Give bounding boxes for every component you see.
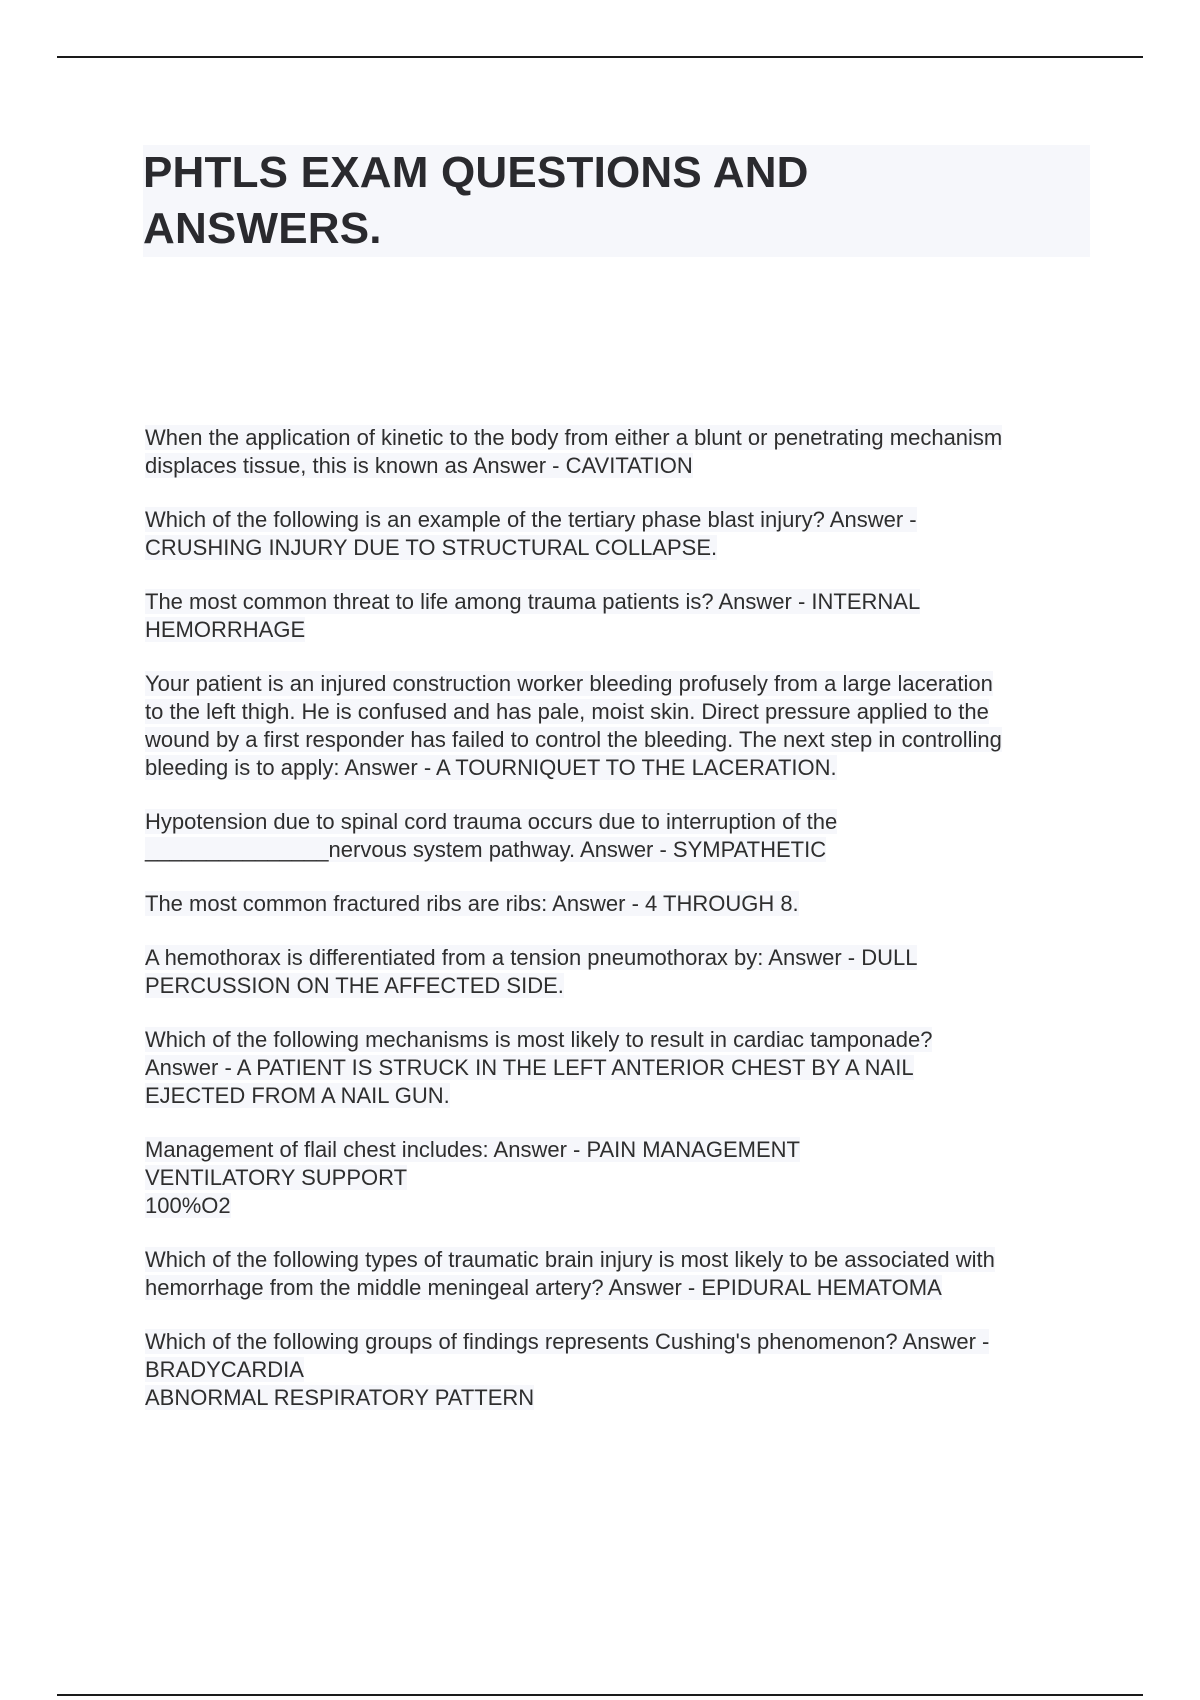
qa-line (145, 836, 1095, 864)
qa-line (145, 534, 1095, 562)
qa-line (145, 506, 1095, 534)
title-line-1: PHTLS EXAM QUESTIONS AND (143, 148, 809, 197)
qa-line (145, 616, 1095, 644)
qa-item (145, 1246, 1095, 1302)
qa-line-text: Which of the following types of traumatic brain injury is most likely to be associated with (145, 1247, 995, 1272)
qa-line (145, 424, 1095, 452)
qa-line (145, 1246, 1095, 1274)
qa-line (145, 726, 1095, 754)
qa-line-text: bleeding is to apply: Answer - A TOURNIQUET TO THE LACERATION. (145, 755, 837, 780)
qa-line (145, 1274, 1095, 1302)
qa-line-text: Answer - A PATIENT IS STRUCK IN THE LEFT ANTERIOR CHEST BY A NAIL (145, 1055, 914, 1080)
qa-list (145, 424, 1095, 1438)
qa-line-text: Which of the following mechanisms is most likely to result in cardiac tamponade? (145, 1027, 933, 1052)
qa-line-text: The most common fractured ribs are ribs: Answer - 4 THROUGH 8. (145, 891, 799, 916)
qa-item (145, 506, 1095, 562)
top-divider (57, 56, 1143, 58)
qa-line (145, 1082, 1095, 1110)
qa-item (145, 670, 1095, 782)
qa-line (145, 1356, 1095, 1384)
qa-line-text: Management of flail chest includes: Answer - PAIN MANAGEMENT (145, 1137, 800, 1162)
qa-line (145, 808, 1095, 836)
qa-line-text: EJECTED FROM A NAIL GUN. (145, 1083, 450, 1108)
qa-line-text: VENTILATORY SUPPORT (145, 1165, 408, 1190)
qa-line (145, 1054, 1095, 1082)
qa-item (145, 588, 1095, 644)
qa-line-text: HEMORRHAGE (145, 617, 306, 642)
qa-line (145, 1164, 1095, 1192)
page-title (143, 145, 1090, 257)
qa-line-text: PERCUSSION ON THE AFFECTED SIDE. (145, 973, 564, 998)
bottom-divider (57, 1694, 1143, 1696)
qa-line (145, 1328, 1095, 1356)
qa-line-text: 100%O2 (145, 1193, 231, 1218)
qa-line (145, 972, 1095, 1000)
qa-item (145, 1136, 1095, 1220)
qa-line (145, 1384, 1095, 1412)
qa-line (145, 1026, 1095, 1054)
qa-line-text: ABNORMAL RESPIRATORY PATTERN (145, 1385, 535, 1410)
qa-line-text: wound by a first responder has failed to control the bleeding. The next step in controlling (145, 727, 1002, 752)
qa-line (145, 670, 1095, 698)
qa-line (145, 754, 1095, 782)
qa-line (145, 944, 1095, 972)
qa-line-text: BRADYCARDIA (145, 1357, 304, 1382)
qa-line (145, 698, 1095, 726)
title-line-2: ANSWERS. (143, 204, 382, 253)
qa-line-text: to the left thigh. He is confused and has pale, moist skin. Direct pressure applied to the (145, 699, 989, 724)
qa-line-text: When the application of kinetic to the body from either a blunt or penetrating mechanism (145, 425, 1003, 450)
qa-line (145, 1136, 1095, 1164)
qa-line-text: The most common threat to life among trauma patients is? Answer - INTERNAL (145, 589, 921, 614)
qa-line-text: A hemothorax is differentiated from a tension pneumothorax by: Answer - DULL (145, 945, 918, 970)
qa-line-text: _______________nervous system pathway. Answer - SYMPATHETIC (145, 837, 827, 862)
qa-item (145, 424, 1095, 480)
qa-line (145, 1192, 1095, 1220)
qa-line-text: Which of the following groups of findings represents Cushing's phenomenon? Answer - (145, 1329, 990, 1354)
qa-item (145, 808, 1095, 864)
qa-item (145, 890, 1095, 918)
qa-line-text: Hypotension due to spinal cord trauma occurs due to interruption of the (145, 809, 838, 834)
qa-line-text: hemorrhage from the middle meningeal artery? Answer - EPIDURAL HEMATOMA (145, 1275, 942, 1300)
qa-item (145, 1328, 1095, 1412)
qa-line-text: displaces tissue, this is known as Answer - CAVITATION (145, 453, 693, 478)
qa-line (145, 588, 1095, 616)
qa-line (145, 452, 1095, 480)
qa-line-text: Which of the following is an example of the tertiary phase blast injury? Answer - (145, 507, 917, 532)
qa-line-text: Your patient is an injured construction worker bleeding profusely from a large laceration (145, 671, 993, 696)
qa-line (145, 890, 1095, 918)
qa-item (145, 1026, 1095, 1110)
qa-item (145, 944, 1095, 1000)
qa-line-text: CRUSHING INJURY DUE TO STRUCTURAL COLLAPSE. (145, 535, 718, 560)
title-block (143, 145, 1090, 257)
